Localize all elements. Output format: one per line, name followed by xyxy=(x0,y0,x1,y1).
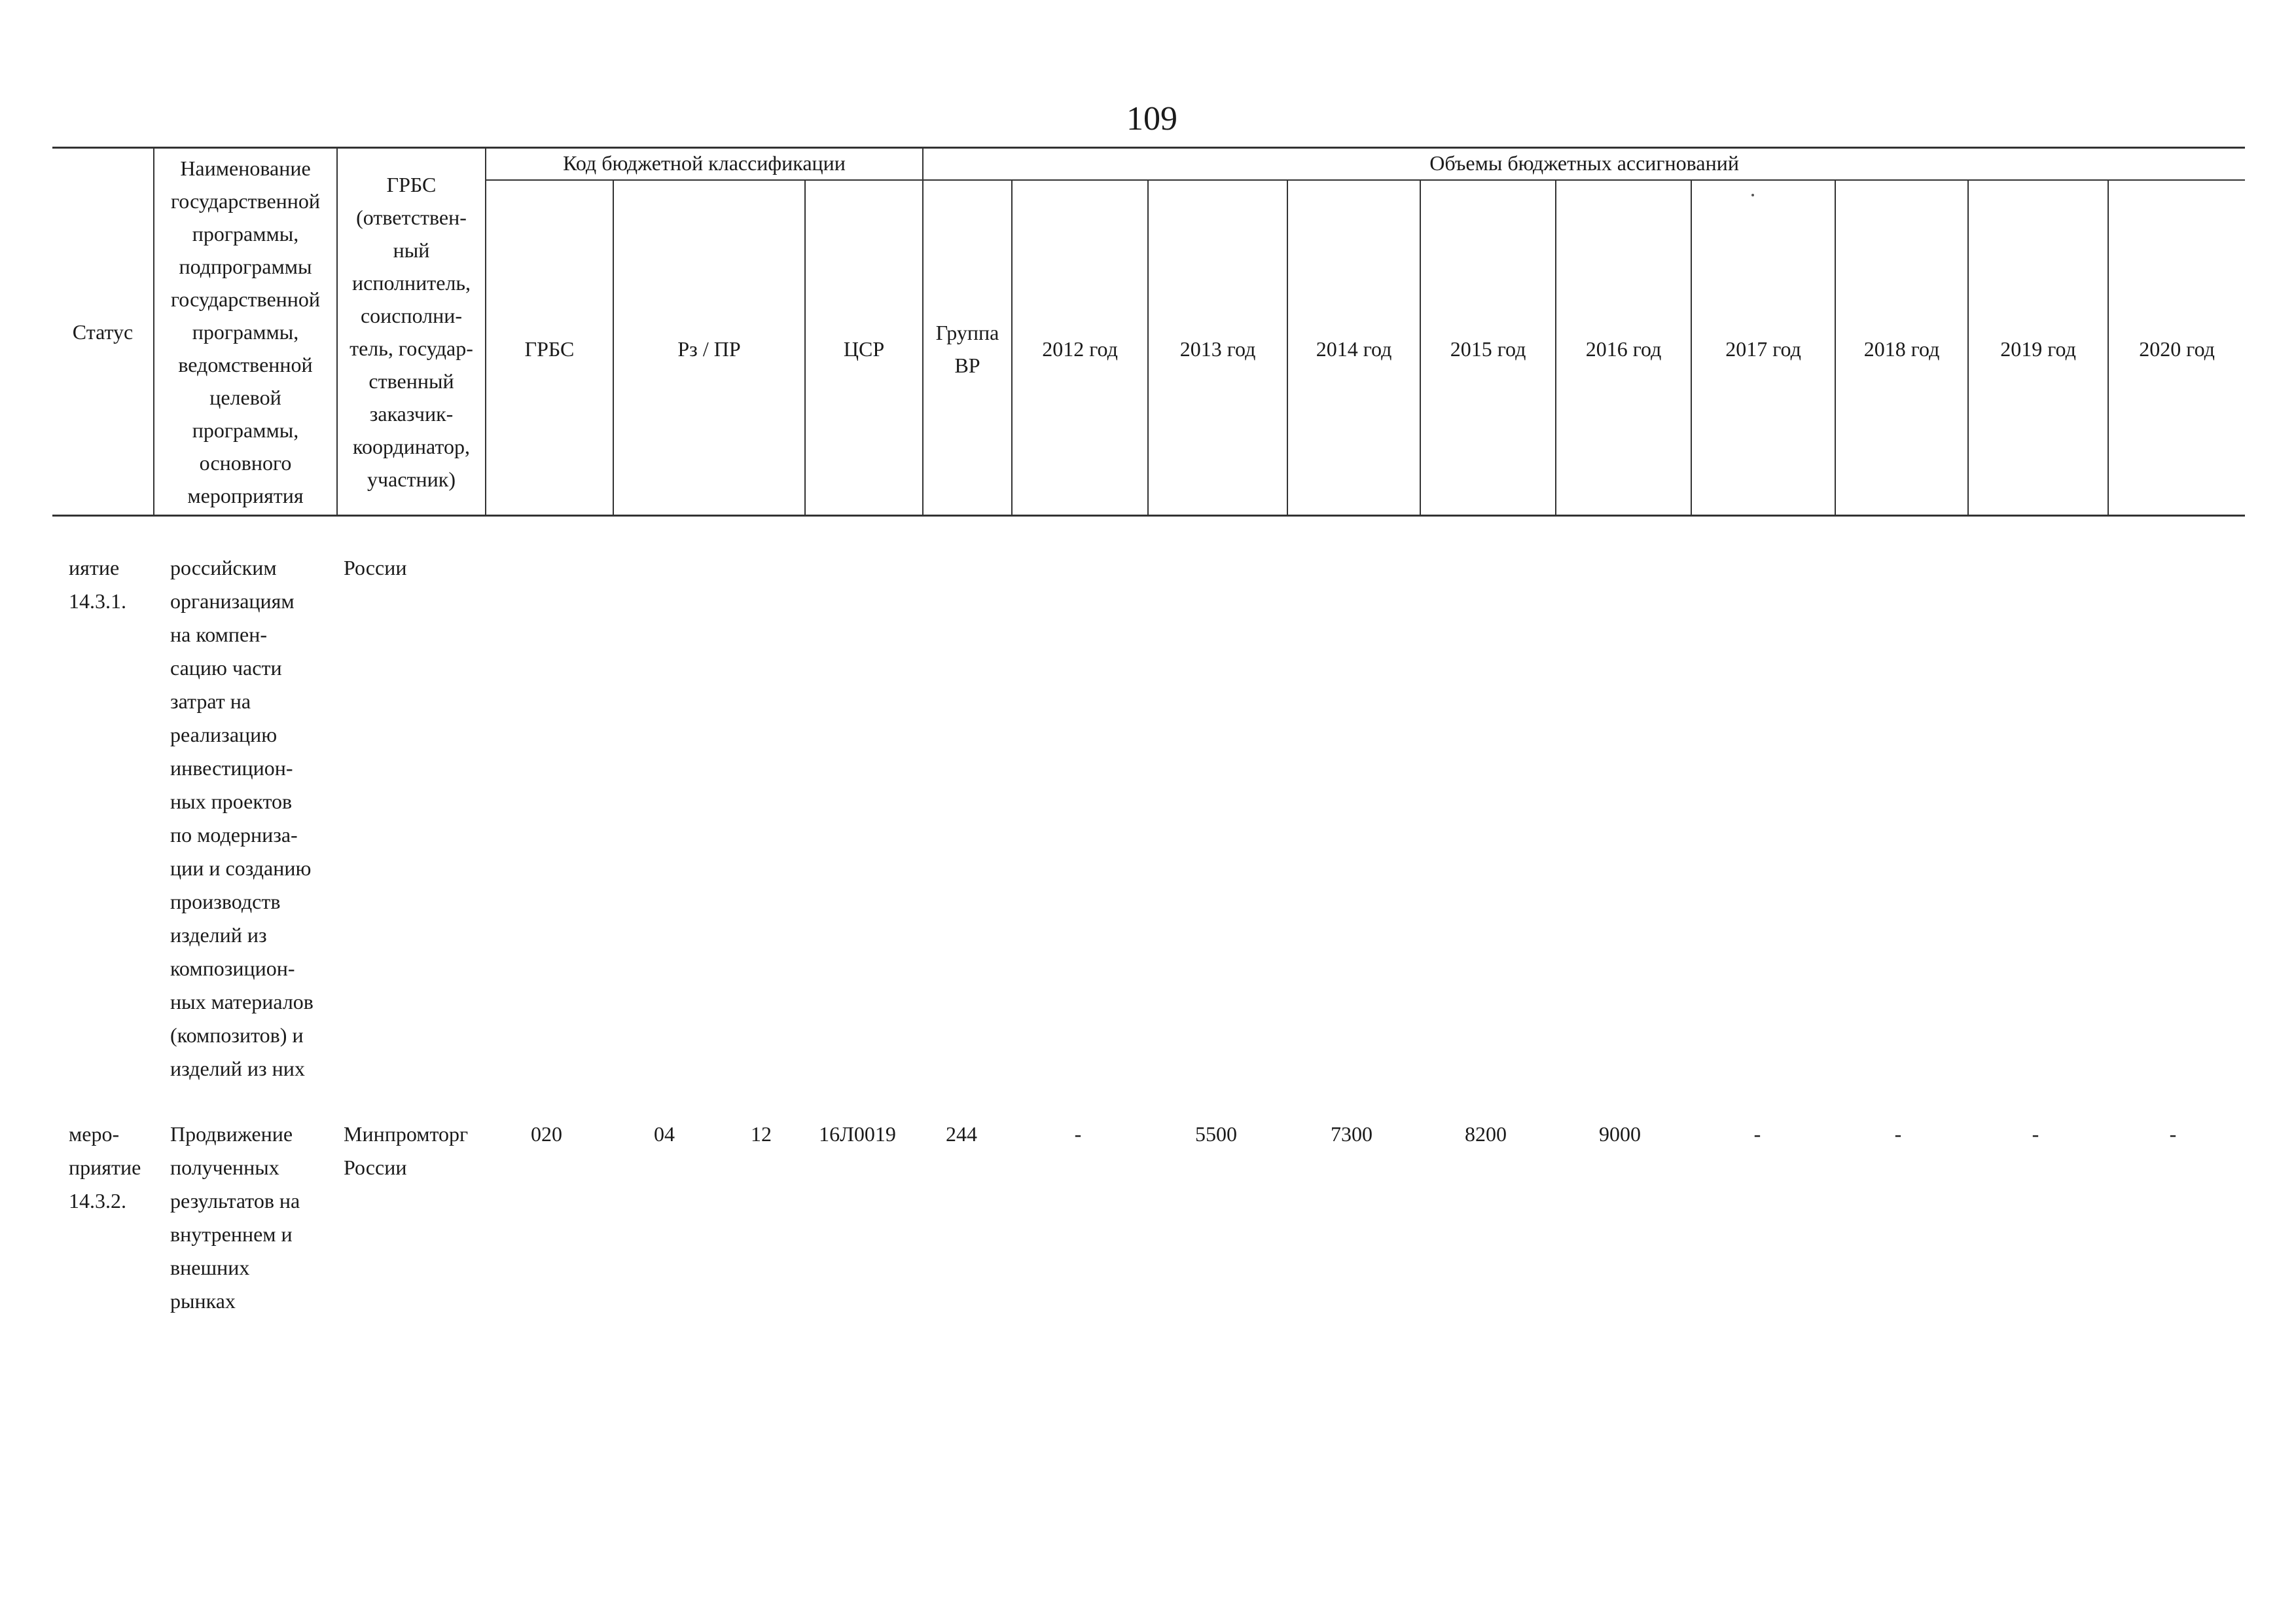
row2-status: меро- приятие 14.3.2. xyxy=(69,1122,141,1213)
page-number: 109 xyxy=(1126,100,1177,137)
header-year-2020: 2020 год xyxy=(2108,180,2245,517)
table-header xyxy=(52,147,2245,517)
row2-program-name: Продвижение полученных результатов на внутреннем и внешних рынках xyxy=(170,1122,300,1313)
scan-dot xyxy=(1751,194,1754,196)
row2-csr: 16Л0019 xyxy=(819,1122,896,1146)
row2-vr: 244 xyxy=(946,1122,977,1146)
header-year-2017: 2017 год xyxy=(1691,180,1835,517)
row2-value-2017: - xyxy=(1753,1122,1761,1146)
header-status: Статус xyxy=(52,147,154,517)
header-year-2013: 2013 год xyxy=(1148,180,1287,517)
row2-value-2020: - xyxy=(2169,1122,2177,1146)
header-year-2018: 2018 год xyxy=(1835,180,1968,517)
row1-executor: России xyxy=(344,556,407,579)
header-allocations-group: Объемы бюджетных ассигнований xyxy=(923,147,2245,180)
row2-value-2018: - xyxy=(1894,1122,1902,1146)
header-year-2016: 2016 год xyxy=(1556,180,1691,517)
row2-executor: Минпромторг России xyxy=(344,1122,469,1179)
header-year-2012: 2012 год xyxy=(1012,180,1148,517)
row2-pr: 12 xyxy=(751,1122,772,1146)
row2-value-2016: 9000 xyxy=(1599,1122,1641,1146)
header-year-2014: 2014 год xyxy=(1287,180,1420,517)
header-budget-code-group: Код бюджетной классификации xyxy=(486,147,923,180)
header-col-grbs: ГРБС xyxy=(486,180,613,517)
row2-value-2013: 5500 xyxy=(1195,1122,1237,1146)
row1-status: иятие 14.3.1. xyxy=(69,556,126,613)
header-year-2015: 2015 год xyxy=(1420,180,1556,517)
row2-value-2014: 7300 xyxy=(1331,1122,1372,1146)
header-col-vr: Группа ВР xyxy=(923,180,1012,517)
row2-value-2019: - xyxy=(2032,1122,2039,1146)
header-grbs-executor: ГРБС (ответствен- ный исполнитель, соисполни- тель, государ- ственный заказчик- координатор, участник) xyxy=(337,147,486,517)
row2-value-2012: - xyxy=(1074,1122,1082,1146)
header-year-2019: 2019 год xyxy=(1968,180,2108,517)
row1-program-name: российским организациям на компен- сацию части затрат на реализацию инвестицион- ных проектов по модерниза- ции и созданию производств изделий из композицион- ных материалов (композитов) и изделий из них xyxy=(170,556,314,1080)
row2-grbs: 020 xyxy=(531,1122,562,1146)
row2-rz: 04 xyxy=(654,1122,675,1146)
table-header-bottom-rule xyxy=(52,515,2245,517)
header-col-csr: ЦСР xyxy=(805,180,923,517)
header-col-rzpr: Рз / ПР xyxy=(613,180,805,517)
header-program-name: Наименование государственной программы, подпрограммы государственной программы, ведомственной целевой программы, основного мероприятия xyxy=(154,147,337,517)
row2-value-2015: 8200 xyxy=(1465,1122,1507,1146)
